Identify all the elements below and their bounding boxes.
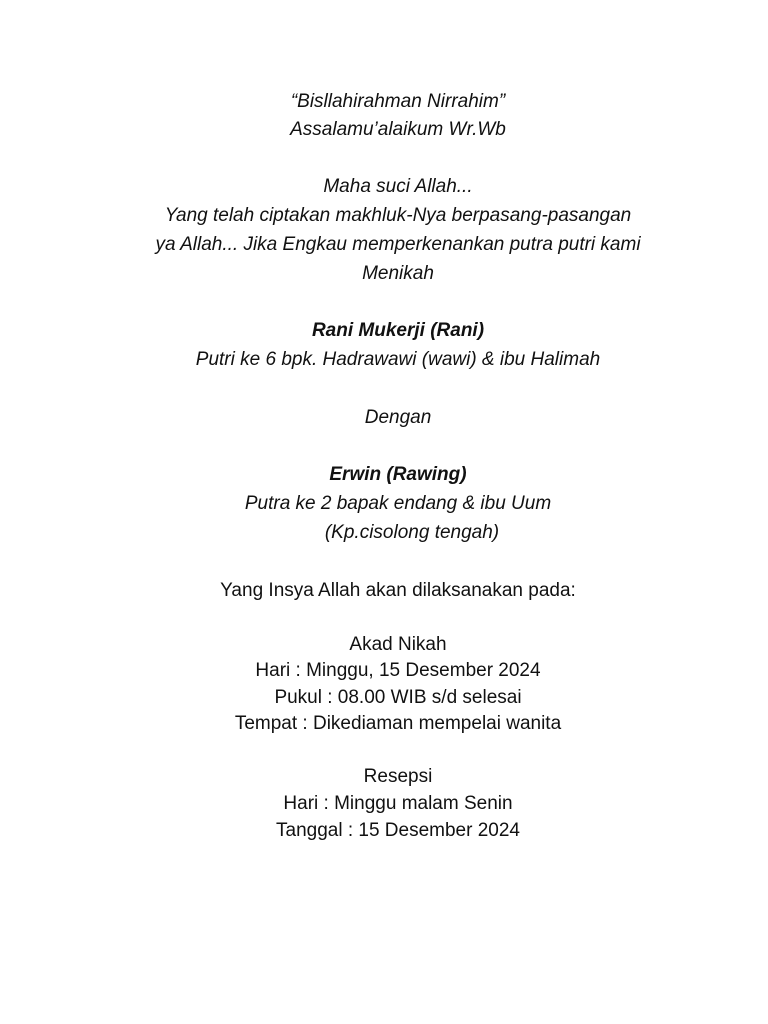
akad-title: Akad Nikah: [349, 634, 447, 655]
groom-name: Erwin (Rawing): [329, 464, 467, 485]
connector-text: Dengan: [364, 407, 432, 428]
groom-address: (Kp.cisolong tengah): [324, 522, 500, 543]
bride-name: Rani Mukerji (Rani): [311, 320, 485, 341]
opening-line-1: Maha suci Allah...: [323, 176, 473, 197]
opening-line-3: ya Allah... Jika Engkau memperkenankan putra putri kami: [155, 234, 641, 255]
opening-line-2: Yang telah ciptakan makhluk-Nya berpasang-pasangan: [164, 205, 632, 226]
bride-parents: Putri ke 6 bpk. Hadrawawi (wawi) & ibu Halimah: [195, 349, 601, 370]
akad-time: Pukul : 08.00 WIB s/d selesai: [274, 687, 522, 708]
resepsi-date: Tanggal : 15 Desember 2024: [276, 820, 520, 841]
basmalah-line: “Bisllahirahman Nirrahim”: [290, 91, 506, 112]
resepsi-title: Resepsi: [363, 766, 433, 787]
groom-parents: Putra ke 2 bapak endang & ibu Uum: [244, 493, 552, 514]
opening-line-4: Menikah: [362, 263, 434, 284]
salam-line: Assalamu’alaikum Wr.Wb: [290, 119, 506, 140]
akad-place: Tempat : Dikediaman mempelai wanita: [234, 713, 562, 734]
announcement-text: Yang Insya Allah akan dilaksanakan pada:: [220, 580, 576, 601]
resepsi-day: Hari : Minggu malam Senin: [283, 793, 513, 814]
akad-day: Hari : Minggu, 15 Desember 2024: [255, 660, 541, 681]
